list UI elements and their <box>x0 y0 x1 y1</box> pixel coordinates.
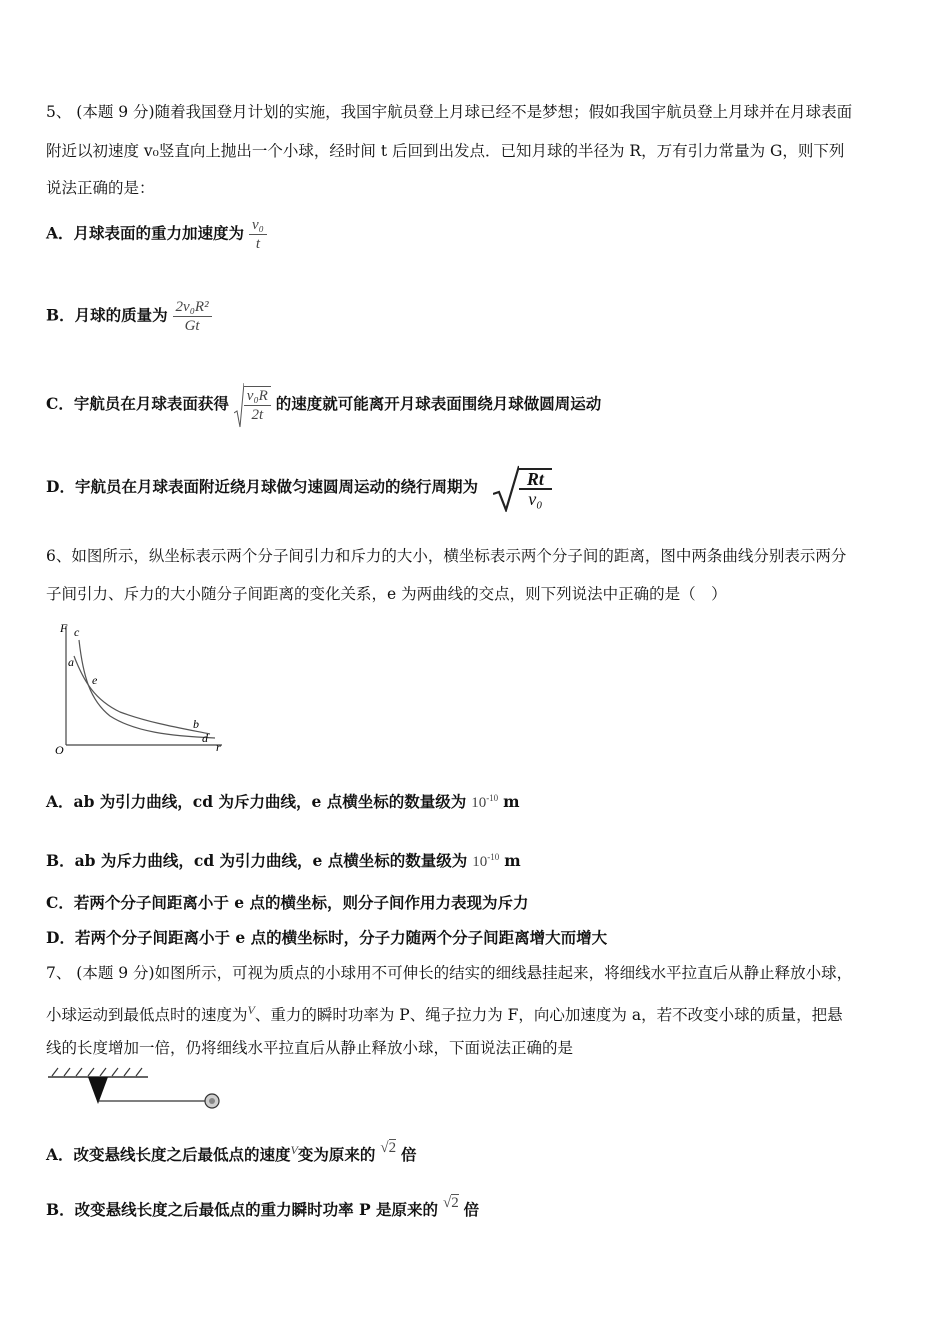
q7-stem-line2 <box>46 1000 843 1025</box>
q6-option-b-exponent: -10 <box>487 852 500 862</box>
curve-ab <box>74 656 210 734</box>
q5-stem-line2: 附近以初速度 v₀竖直向上抛出一个小球，经时间 t 后回到出发点．已知月球的半径为 R，万有引力常量为 G，则下列 <box>46 142 845 160</box>
q7-pendulum-figure <box>46 1066 226 1118</box>
q7-option-a-radicand: 2 <box>388 1140 397 1157</box>
q7-option-b-radicand: 2 <box>451 1195 459 1211</box>
q6-graph-svg <box>50 620 225 765</box>
q5-option-b <box>46 298 212 335</box>
graph-label-b: b <box>193 717 199 731</box>
q6-option-b-text: B．ab 为斥力曲线，cd 为引力曲线，e 点横坐标的数量级为 <box>46 851 468 870</box>
q6-option-d: D．若两个分子间距离小于 e 点的横坐标时，分子力随两个分子间距离增大而增大 <box>46 928 608 947</box>
graph-label-a: a <box>68 655 74 669</box>
q6-option-a-exponent: -10 <box>486 793 499 803</box>
q7-option-a-text: A．改变悬线长度之后最低点的速度 <box>46 1145 291 1165</box>
q5-option-c <box>46 381 601 429</box>
q5-option-c-sqrt <box>234 381 271 429</box>
q7-option-b-tail: 倍 <box>463 1200 480 1219</box>
q6-option-a <box>46 788 520 813</box>
q5-option-d-sqrt <box>493 464 552 512</box>
ball-center-icon <box>209 1098 215 1104</box>
q6-option-a-unit: m <box>503 792 520 811</box>
q5-option-b-text: B．月球的质量为 <box>46 305 168 325</box>
q6-option-b-magnitude <box>472 854 499 870</box>
q7-option-a-tail: 倍 <box>401 1145 417 1165</box>
q7-option-b-text: B．改变悬线长度之后最低点的重力瞬时功率 P 是原来的 <box>46 1200 439 1219</box>
q6-option-a-text: A．ab 为引力曲线，cd 为斥力曲线，e 点横坐标的数量级为 <box>46 792 467 811</box>
q7-stem-line1: 7、 (本题 9 分)如图所示，可视为质点的小球用不可伸长的结实的细线悬挂起来，将细线水平拉直后从静止释放小球， <box>46 964 853 982</box>
graph-x-axis-label: r <box>216 740 221 754</box>
q5-option-c-tail: 的速度就可能离开月球表面围绕月球做圆周运动 <box>275 394 602 413</box>
q7-stem-line2-end: 、重力的瞬时功率为 P、绳子拉力为 F，向心加速度为 a，若不改变小球的质量，把悬 <box>254 1006 843 1025</box>
q6-option-c: C．若两个分子间距离小于 e 点的横坐标，则分子间作用力表现为斥力 <box>46 893 529 912</box>
graph-label-c: c <box>74 625 80 639</box>
q7-pendulum-svg <box>46 1066 226 1114</box>
q5-option-d-text: D．宇航员在月球表面附近绕月球做匀速圆周运动的绕行周期为 <box>46 477 478 496</box>
q5-option-a-numerator: v₀ <box>251 217 264 233</box>
q6-option-b-unit: m <box>504 851 521 870</box>
q6-option-a-base: 10 <box>471 795 487 811</box>
q6-option-b <box>46 847 521 872</box>
q5-option-c-numerator: v₀R <box>246 388 268 404</box>
sqrt-sign-icon <box>234 381 244 429</box>
q5-option-a <box>46 216 267 253</box>
q5-option-b-formula <box>173 298 212 335</box>
q5-option-a-denominator: t <box>249 234 267 253</box>
q5-option-d <box>46 464 552 512</box>
q6-option-a-magnitude <box>471 795 498 811</box>
q5-stem-line1: 5、 (本题 9 分)随着我国登月计划的实施，我国宇航员登上月球已经不是梦想；假如我国宇航员登上月球并在月球表面 <box>46 103 853 121</box>
q7-option-a <box>46 1140 417 1166</box>
graph-origin-label: O <box>55 743 64 757</box>
ceiling-hatch-icon <box>52 1068 142 1076</box>
q5-option-b-numerator: 2v₀R² <box>175 299 209 315</box>
q7-option-a-mid: 变为原来的 <box>297 1145 376 1165</box>
graph-y-axis-label: F <box>60 621 68 635</box>
q5-option-a-formula <box>249 216 267 253</box>
pivot-icon <box>88 1077 108 1104</box>
q5-option-d-formula <box>519 468 552 508</box>
q5-option-c-denominator: 2t <box>244 405 271 424</box>
q5-option-c-formula <box>244 386 271 424</box>
q6-stem-line2: 子间引力、斥力的大小随分子间距离的变化关系，e 为两曲线的交点，则下列说法中正确的是（ ） <box>46 585 727 603</box>
q5-option-a-text: A．月球表面的重力加速度为 <box>46 223 245 243</box>
q6-force-distance-graph <box>50 620 225 769</box>
graph-label-d: d <box>202 731 208 745</box>
q5-option-c-text: C．宇航员在月球表面获得 <box>46 394 229 413</box>
q5-option-d-denominator: v₀ <box>519 488 552 508</box>
q5-option-d-numerator: Rt <box>526 469 544 489</box>
graph-label-e: e <box>92 673 98 687</box>
sqrt-sign-icon <box>493 464 519 512</box>
q6-option-b-base: 10 <box>472 854 488 870</box>
q7-option-b-sqrt: √2 <box>443 1195 459 1211</box>
q7-stem-line2-start: 小球运动到最低点时的速度为 <box>46 1006 248 1025</box>
q6-stem-line1: 6、如图所示，纵坐标表示两个分子间引力和斥力的大小，横坐标表示两个分子间的距离，图中两条曲线分别表示两分 <box>46 547 847 565</box>
q7-option-a-sqrt: √2 <box>380 1140 397 1157</box>
q5-stem-line3: 说法正确的是： <box>46 179 155 197</box>
q7-option-b <box>46 1195 480 1221</box>
q7-option-a-velocity-symbol: V <box>290 1143 298 1157</box>
q7-stem-velocity-symbol: V <box>247 1003 255 1017</box>
q5-option-b-denominator: Gt <box>173 316 212 335</box>
q7-stem-line3: 线的长度增加一倍，仍将细线水平拉直后从静止释放小球，下面说法正确的是 <box>46 1039 574 1057</box>
